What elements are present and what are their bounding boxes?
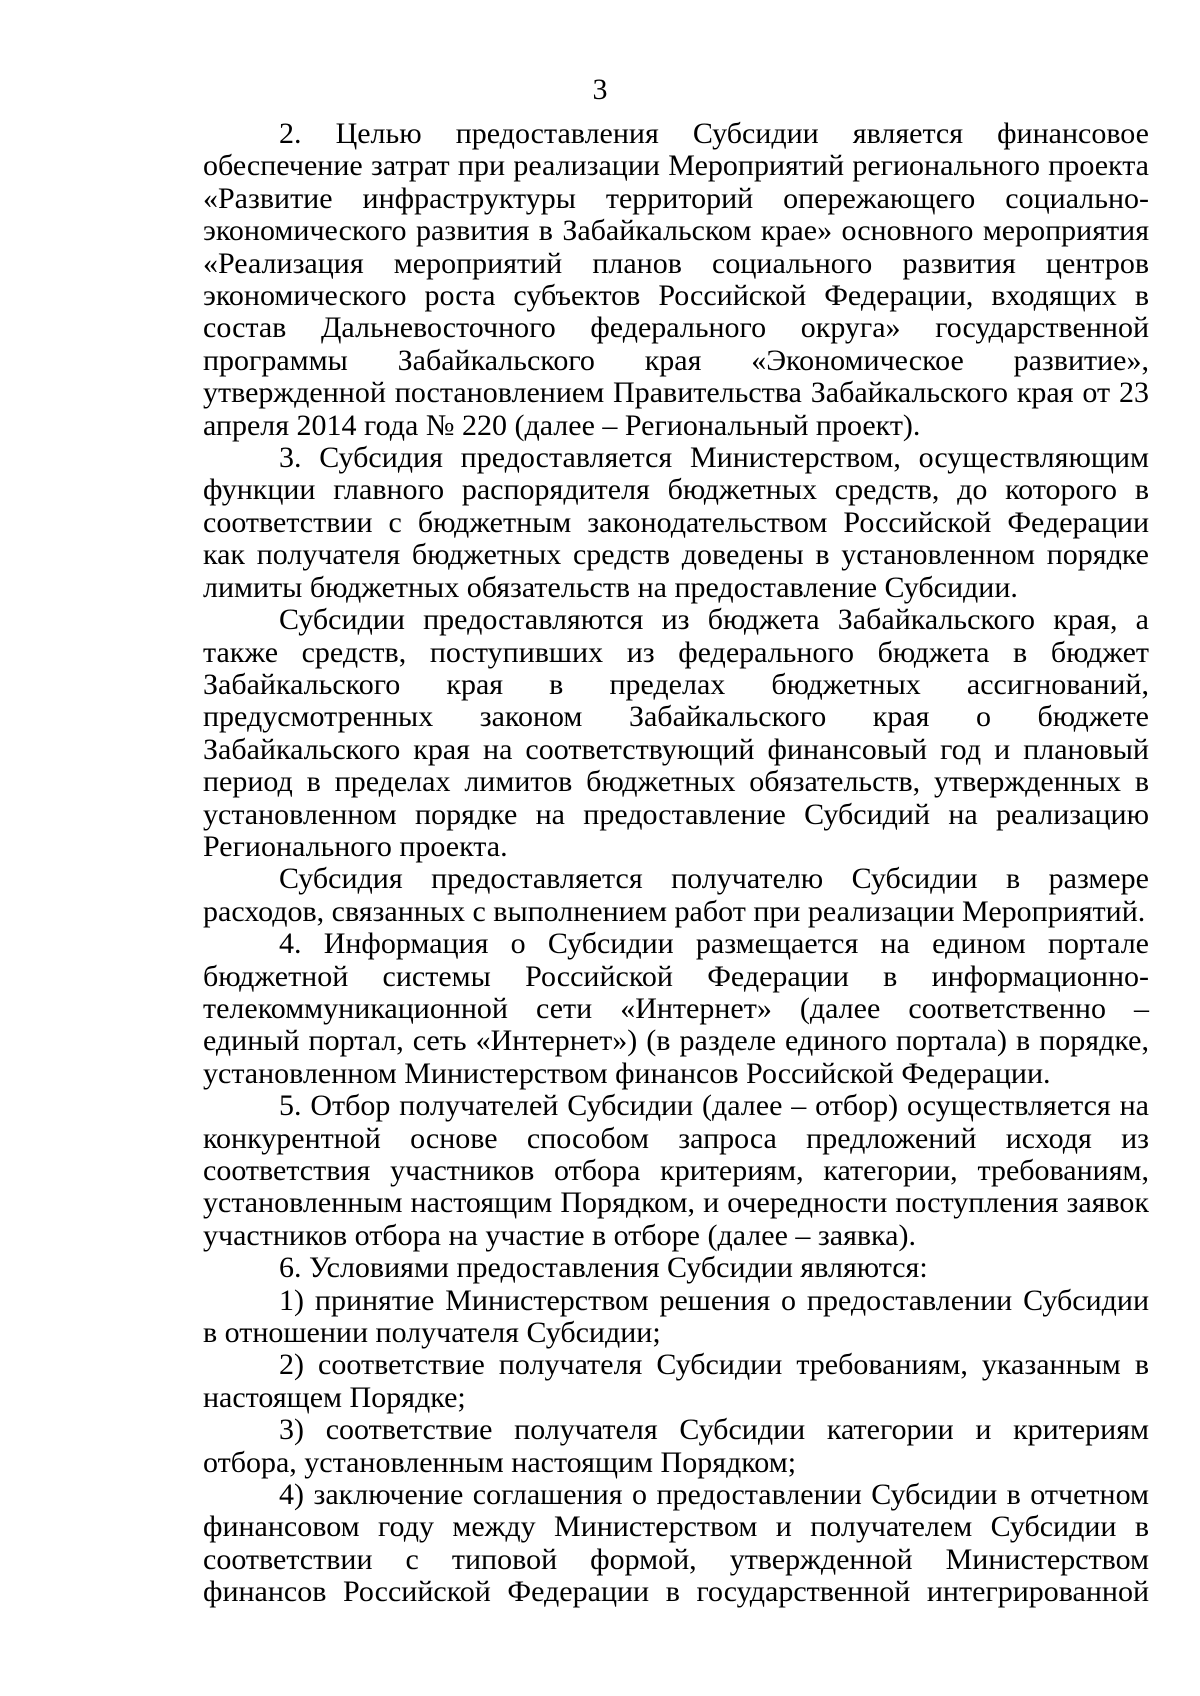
paragraph-goal: 2. Целью предоставления Субсидии является финансовое обеспечение затрат при реализации Мероприятий регионального проекта «Развитие инфраструктуры территорий опережающего социально-экономического развития в Забайкальском крае» основного мероприятия «Реализация мероприятий планов социального развития центров экономического роста субъектов Российской Федерации, входящих в состав Дальневосточного федерального округа» государственной программы Забайкальского края «Экономическое развитие», утвержденной постановлением Правительства Забайкальского края от 23 апреля 2014 года № 220 (далее – Региональный проект). <box>203 117 1149 442</box>
list-item-condition-4: 4) заключение соглашения о предоставлении Субсидии в отчетном финансовом году между Министерством и получателем Субсидии в соответствии с типовой формой, утвержденной Министерством финансов Российской Федерации в государственной интегрированной <box>203 1478 1149 1609</box>
paragraph-provider: 3. Субсидия предоставляется Министерством, осуществляющим функции главного распорядителя бюджетных средств, до которого в соответствии с бюджетным законодательством Российской Федерации как получателя бюджетных средств доведены в установленном порядке лимиты бюджетных обязательств на предоставление Субсидии. <box>203 441 1149 604</box>
document-body <box>203 118 1149 1609</box>
paragraph-information: 4. Информация о Субсидии размещается на едином портале бюджетной системы Российской Федерации в информационно-телекоммуникационной сети «Интернет» (далее соответственно – единый портал, сеть «Интернет») (в разделе единого портала) в порядке, установленном Министерством финансов Российской Федерации. <box>203 927 1149 1090</box>
list-item-condition-1: 1) принятие Министерством решения о предоставлении Субсидии в отношении получателя Субсидии; <box>203 1283 1149 1350</box>
page-number: 3 <box>592 73 608 106</box>
list-item-condition-2: 2) соответствие получателя Субсидии требованиям, указанным в настоящем Порядке; <box>203 1348 1149 1414</box>
paragraph-conditions-heading: 6. Условиями предоставления Субсидии являются: <box>279 1251 928 1285</box>
paragraph-selection: 5. Отбор получателей Субсидии (далее – отбор) осуществляется на конкурентной основе способом запроса предложений исходя из соответствия участников отбора критериям, категории, требованиям, установленным настоящим Порядком, и очередности поступления заявок участников отбора на участие в отборе (далее – заявка). <box>203 1089 1149 1252</box>
list-item-condition-3: 3) соответствие получателя Субсидии категории и критериям отбора, установленным настоящим Порядком; <box>203 1413 1149 1479</box>
paragraph-amount: Субсидия предоставляется получателю Субсидии в размере расходов, связанных с выполнением работ при реализации Мероприятий. <box>203 862 1149 928</box>
paragraph-budget-sources: Субсидии предоставляются из бюджета Забайкальского края, а также средств, поступивших из федерального бюджета в бюджет Забайкальского края в пределах бюджетных ассигнований, предусмотренных законом Забайкальского края о бюджете Забайкальского края на соответствующий финансовый год и плановый период в пределах лимитов бюджетных обязательств, утвержденных в установленном порядке на предоставление Субсидий на реализацию Регионального проекта. <box>203 603 1149 863</box>
